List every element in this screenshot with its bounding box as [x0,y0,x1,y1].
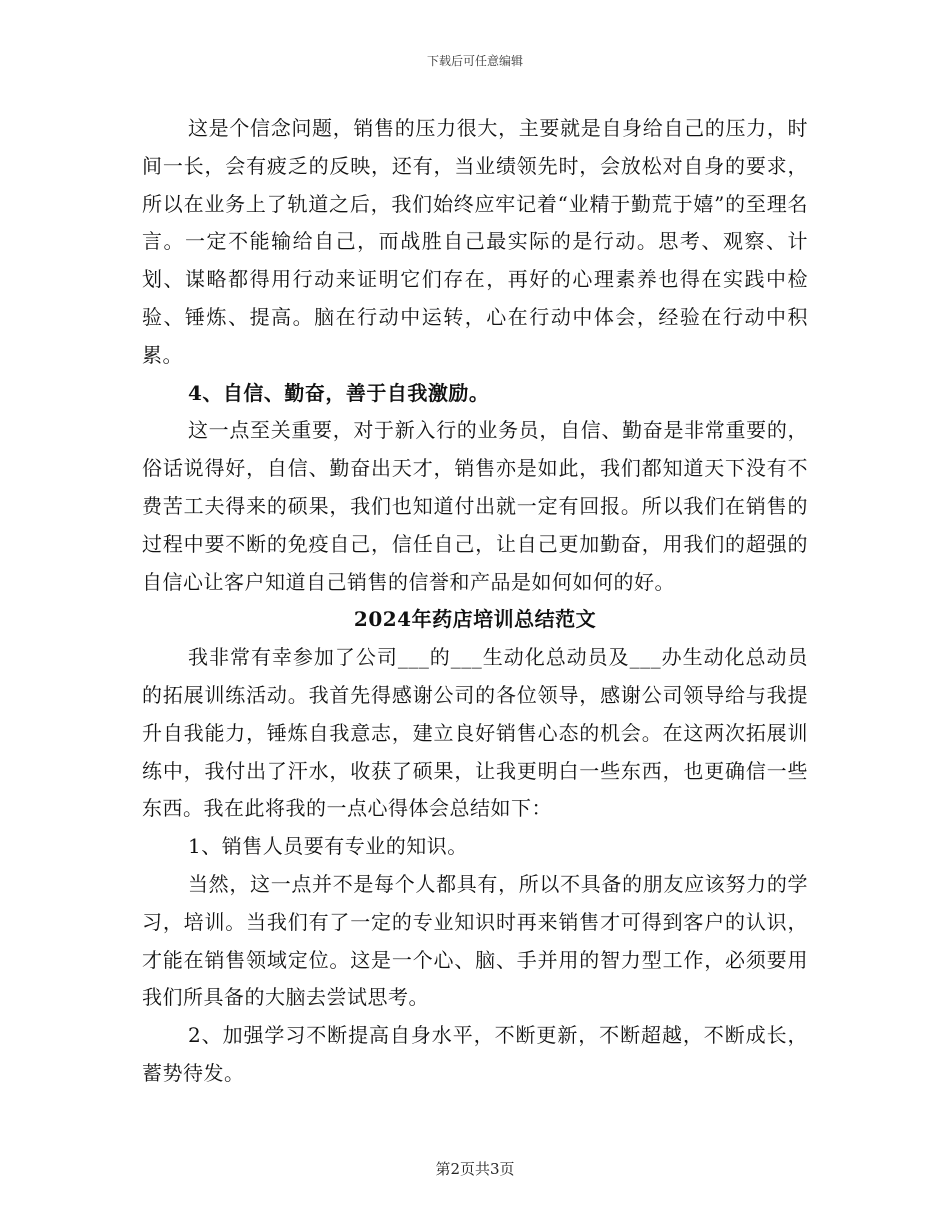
paragraph-text: 这是个信念问题，销售的压力很大，主要就是自身给自己的压力，时间一长，会有疲乏的反映，还有，当业绩领先时，会放松对自身的要求，所以在业务上了轨道之后，我们始终应牢记着“业精于勤荒于嬉”的至理名言。一定不能输给自己，而战胜自己最实际的是行动。 [142,116,808,254]
list-item-professional-knowledge: 1、销售人员要有专业的知识。 [188,834,468,859]
paragraph-knowledge: 当然，这一点并不是每个人都具有，所以不具备的朋友应该努力的学习，培训。当我们有了一定的专业知识时再来销售才可得到客户的认识，才能在销售领域定位。这是一个心、脑、手并用的智力型工作，必须要用我们所具备的大脑去尝试思考。 [142,871,808,1010]
document-body [142,110,808,1093]
paragraph-intro: 我非常有幸参加了公司___的___生动化总动员及___办生动化总动员的拓展训练活动。我首先得感谢公司的各位领导，感谢公司领导给与我提升自我能力，锤炼自我意志，建立良好销售心态的机会。在这两次拓展训练中，我付出了汗水，收获了硕果，让我更明白一些东西，也更确信一些东西。我在此将我的一点心得体会总结如下： [142,645,808,821]
document-title: 2024年药店培训总结范文 [353,607,597,632]
section-heading-confidence: 4、自信、勤奋，善于自我激励。 [188,380,490,405]
page-footer: 第2页共3页 [435,1160,515,1178]
page-header: 下载后可任意编辑 [426,54,523,68]
paragraph-text-continued: 思考、观察、计划、谋略都得用行动来证明它们存在，再好的心理素养也得在实践中检验、锤炼、提高。脑在行动中运转，心在行动中体会，经验在行动中积累。 [142,229,809,367]
paragraph-pressure [142,110,808,375]
list-item-continuous-learning: 2、加强学习不断提高自身水平，不断更新，不断超越，不断成长，蓄势待发。 [142,1023,808,1085]
paragraph-confidence: 这一点至关重要，对于新入行的业务员，自信、勤奋是非常重要的，俗话说得好，自信、勤奋出天才，销售亦是如此，我们都知道天下没有不费苦工夫得来的硕果，我们也知道付出就一定有回报。所以我们在销售的过程中要不断的免疫自己，信任自己，让自己更加勤奋，用我们的超强的自信心让客户知道自己销售的信誉和产品是如何如何的好。 [142,418,808,594]
